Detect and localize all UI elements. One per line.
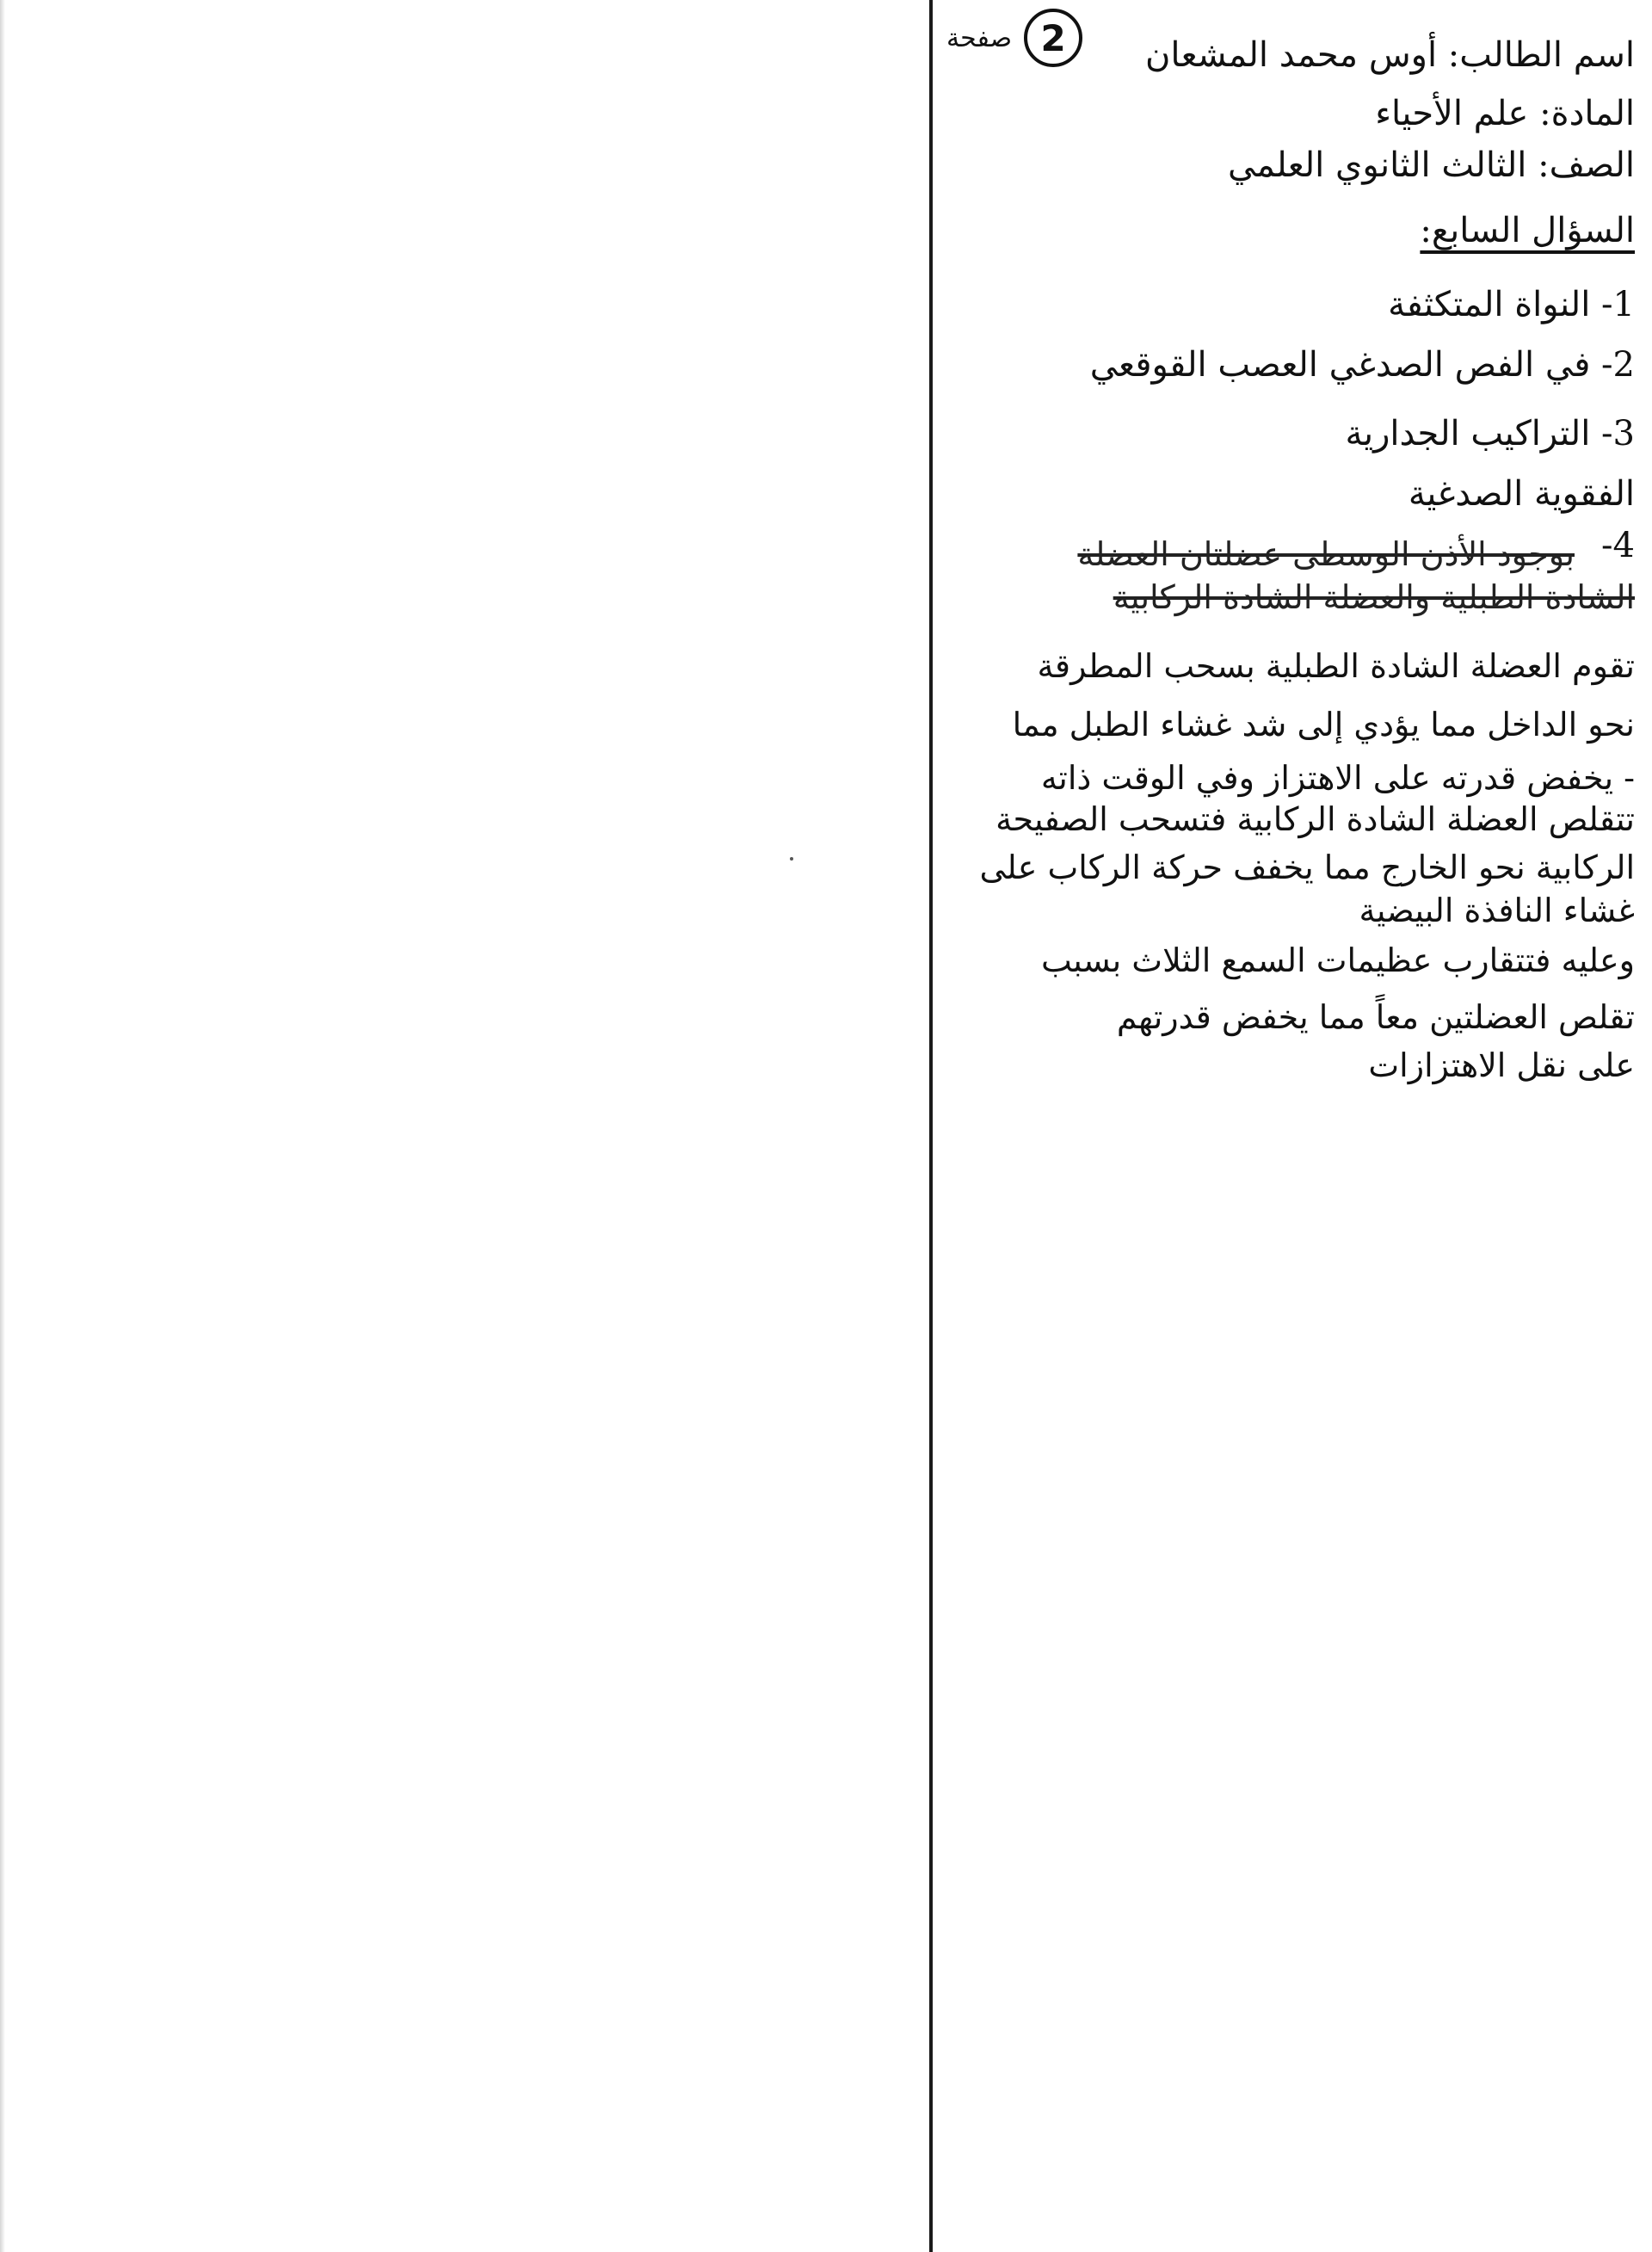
explanation-line-1: تقوم العضلة الشادة الطبلية بسحب المطرقة — [1037, 647, 1635, 685]
scan-edge-shadow — [0, 0, 5, 2252]
explanation-line-6: غشاء النافذة البيضية — [1359, 892, 1635, 929]
answer-3-continued: الفقوية الصدغية — [1408, 474, 1635, 514]
answer-1: 1- النواة المتكثفة — [1388, 285, 1635, 324]
explanation-line-3: - يخفض قدرته على الاهتزاز وفي الوقت ذاته — [1040, 759, 1635, 797]
explanation-line-5: الركابية نحو الخارج مما يخفف حركة الركاب على — [979, 848, 1635, 886]
stray-ink-dot — [790, 857, 793, 861]
page-number-circle: 2 — [1024, 9, 1082, 67]
answer-2: 2- في الفص الصدغي العصب القوقعي — [1089, 345, 1635, 385]
crossed-out-line-1: بوجود الأذن الوسطى عضلتان العضلة — [1077, 535, 1575, 573]
grade-line: الصف: الثالث الثانوي العلمي — [1227, 145, 1635, 185]
subject-line: المادة: علم الأحياء — [1375, 94, 1635, 133]
page-margin-line — [929, 0, 933, 2252]
student-name: اسم الطالب: أوس محمد المشعان — [1145, 35, 1635, 75]
explanation-line-9: على نقل الاهتزازات — [1368, 1046, 1635, 1084]
page-marker — [946, 10, 1082, 65]
answer-3: 3- التراكيب الجدارية — [1345, 414, 1635, 453]
explanation-line-4: تتقلص العضلة الشادة الركابية فتسحب الصفيحة — [996, 800, 1635, 838]
answer-sheet — [938, 0, 1635, 2252]
page-label: صفحة — [946, 22, 1013, 53]
explanation-line-2: نحو الداخل مما يؤدي إلى شد غشاء الطبل مما — [1012, 706, 1635, 743]
explanation-line-7: وعليه فتتقارب عظيمات السمع الثلاث بسبب — [1040, 941, 1635, 979]
crossed-out-line-2: الشادة الطبلية والعضلة الشادة الركابية — [1113, 578, 1635, 616]
explanation-line-8: تقلص العضلتين معاً مما يخفض قدرتهم — [1116, 998, 1635, 1036]
answer-4-number: 4- — [1601, 526, 1635, 565]
question-title: السؤال السابع: — [1420, 211, 1635, 250]
